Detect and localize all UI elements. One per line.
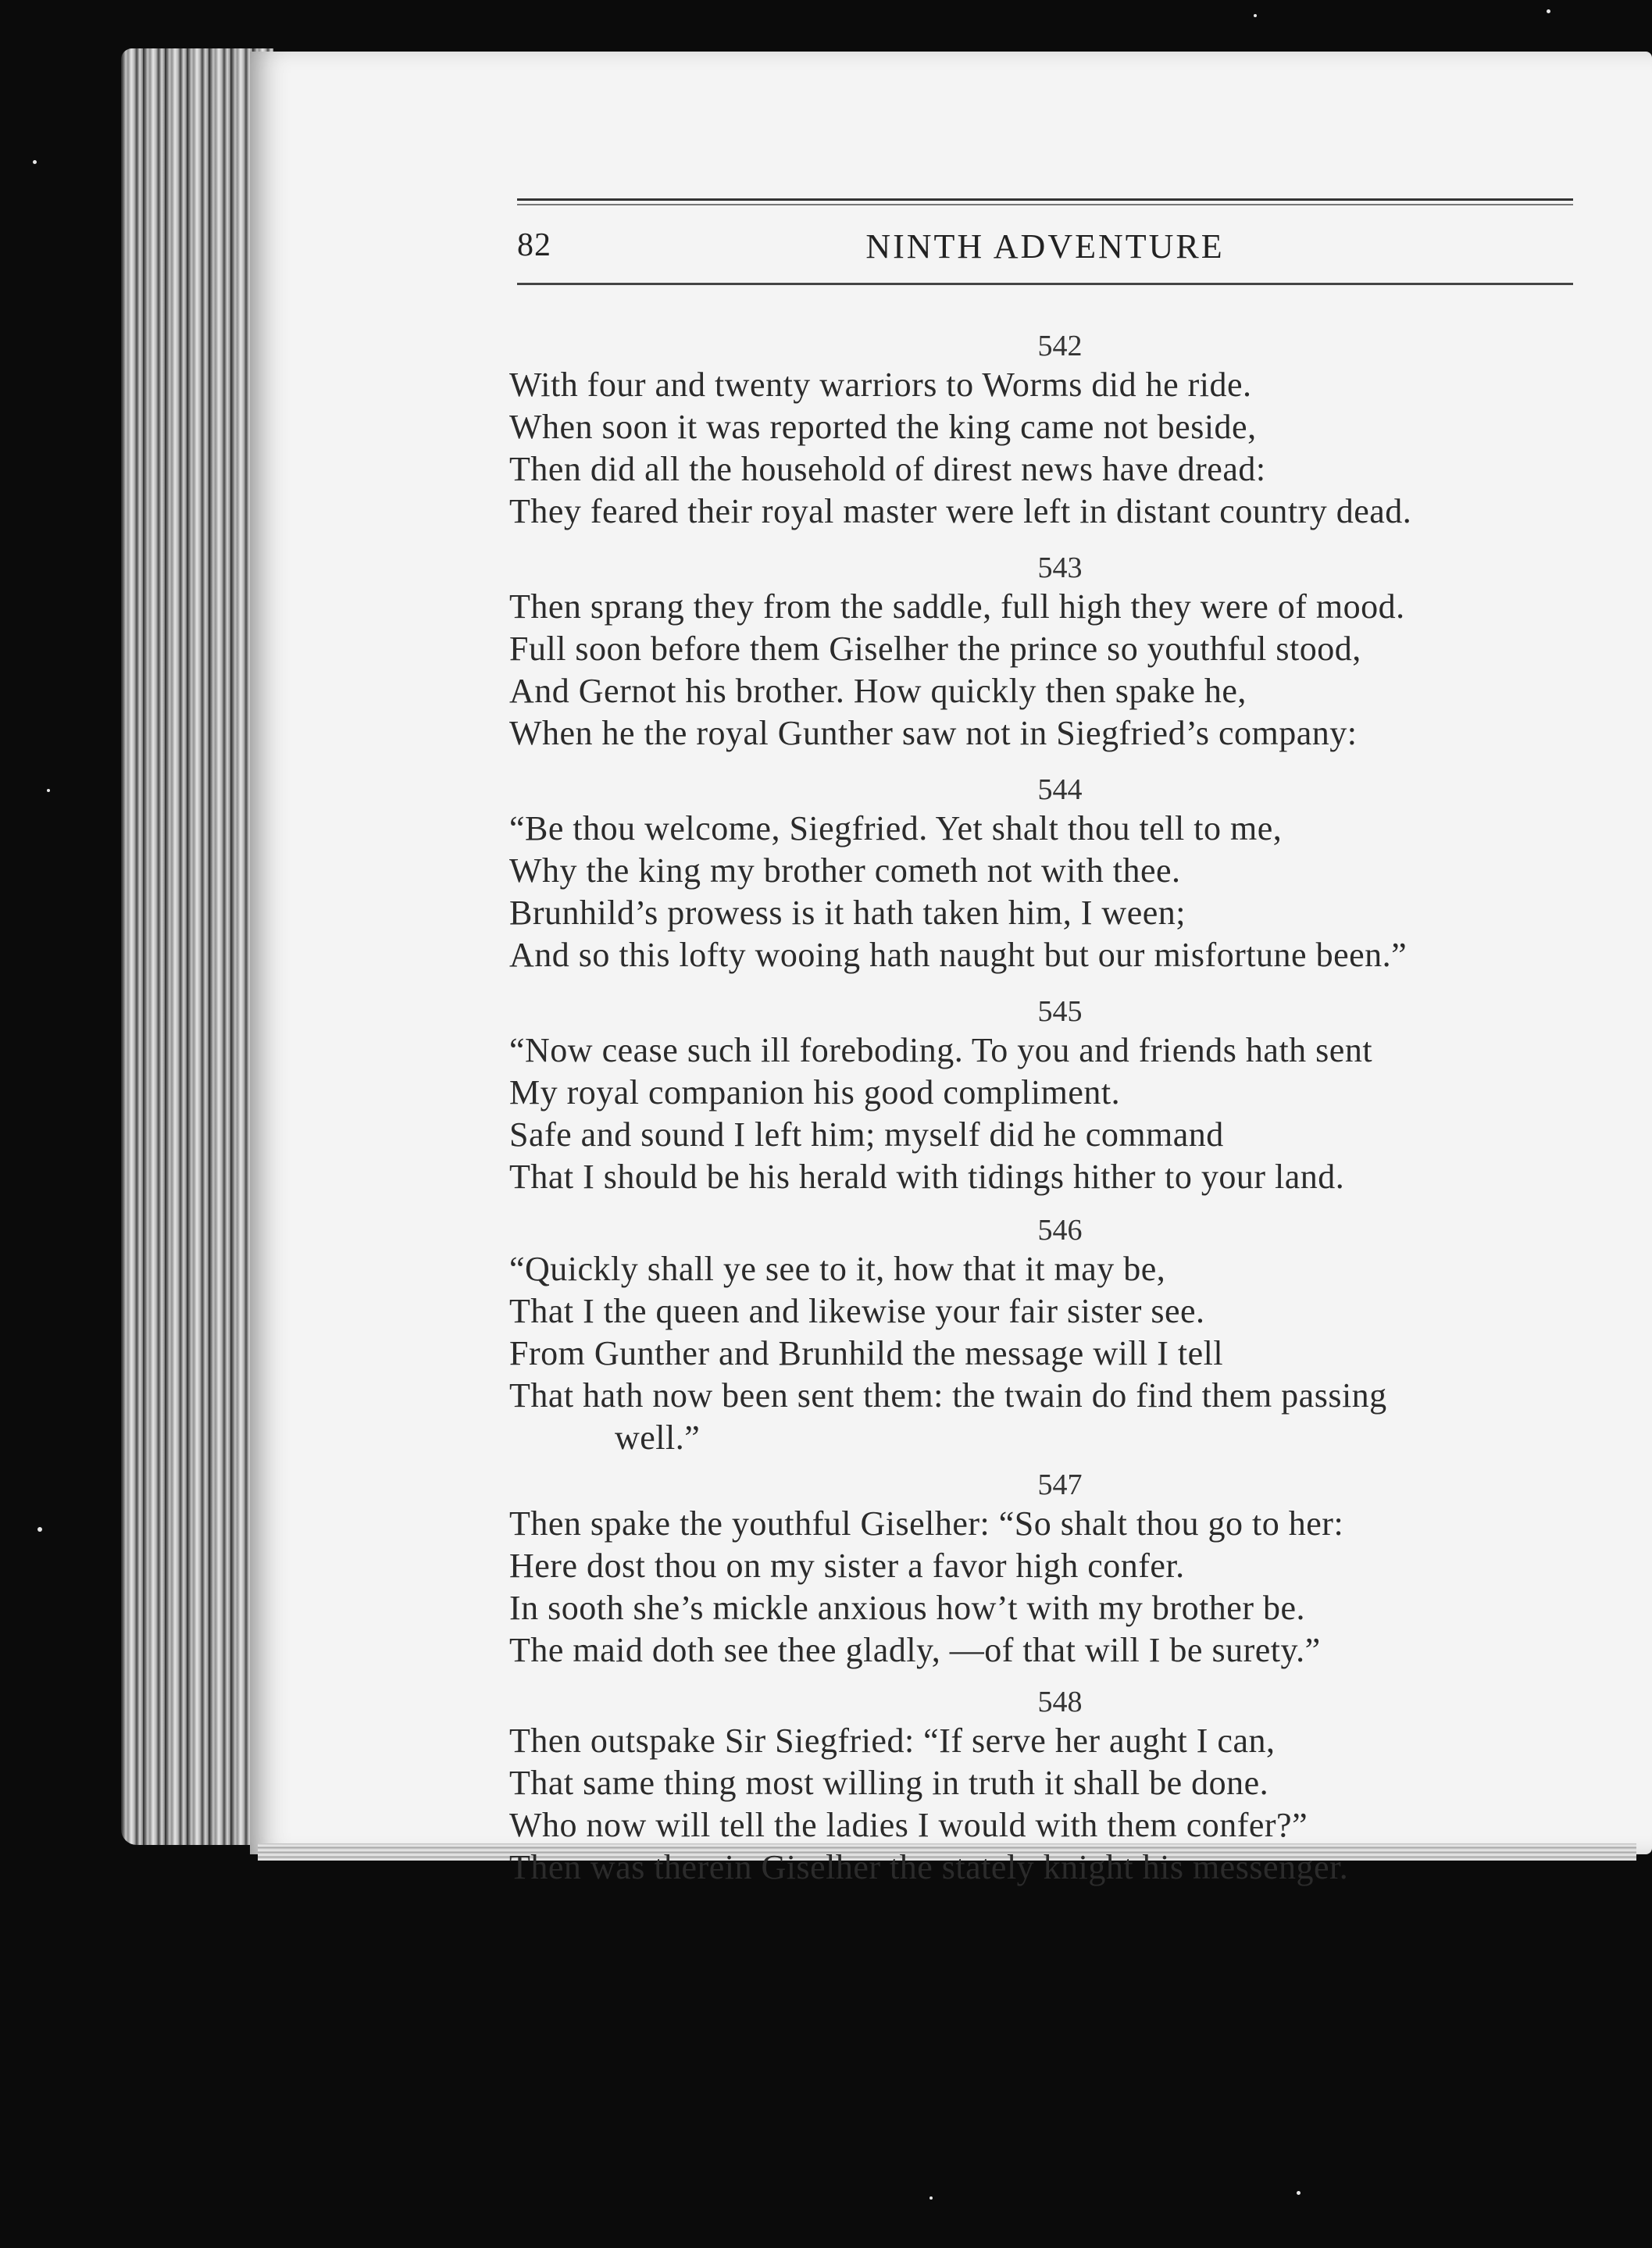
verse-line: That I the queen and likewise your fair sister see. bbox=[509, 1292, 1205, 1330]
stanza-number: 542 bbox=[1037, 330, 1083, 362]
verse-line: Brunhild’s prowess is it hath taken him, I ween; bbox=[509, 894, 1186, 932]
verse-line: In sooth she’s mickle anxious how’t with my brother be. bbox=[509, 1589, 1306, 1627]
verse-line: And so this lofty wooing hath naught but our misfortune been.” bbox=[509, 936, 1408, 974]
page-number: 82 bbox=[517, 227, 551, 263]
verse-line: When he the royal Gunther saw not in Siegfried’s company: bbox=[509, 714, 1358, 752]
header-double-rule bbox=[517, 198, 1573, 205]
verse-line: Who now will tell the ladies I would with them confer?” bbox=[509, 1806, 1308, 1844]
verse-line: “Now cease such ill foreboding. To you and friends hath sent bbox=[509, 1031, 1373, 1069]
verse-line: Why the king my brother cometh not with thee. bbox=[509, 851, 1181, 890]
scan-speck bbox=[1254, 14, 1257, 17]
stanza-number: 544 bbox=[1037, 773, 1083, 806]
verse-line: Then spake the youthful Giselher: “So shalt thou go to her: bbox=[509, 1504, 1344, 1543]
scan-speck bbox=[1547, 9, 1550, 13]
verse-line: Here dost thou on my sister a favor high confer. bbox=[509, 1547, 1185, 1585]
verse-line: They feared their royal master were left in distant country dead. bbox=[509, 492, 1412, 530]
scan-speck bbox=[47, 789, 50, 792]
stanza-number: 545 bbox=[1037, 995, 1083, 1028]
verse-line: Safe and sound I left him; myself did he command bbox=[509, 1115, 1224, 1154]
verse-line: Then sprang they from the saddle, full high they were of mood. bbox=[509, 587, 1405, 626]
running-head: NINTH ADVENTURE bbox=[865, 227, 1225, 266]
stanza-544 bbox=[509, 772, 1587, 976]
verse-line: “Be thou welcome, Siegfried. Yet shalt thou tell to me, bbox=[509, 809, 1283, 847]
stanza-number: 548 bbox=[1037, 1686, 1083, 1718]
stanza-548 bbox=[509, 1684, 1587, 1889]
page-header bbox=[517, 227, 1573, 273]
scan-speck bbox=[929, 2196, 933, 2200]
verse-line: That hath now been sent them: the twain do find them passing bbox=[509, 1376, 1387, 1415]
stanza-543 bbox=[509, 550, 1587, 755]
verse-line-continuation: well.” bbox=[615, 1418, 701, 1457]
header-underline bbox=[517, 283, 1573, 285]
verse-line: That same thing most willing in truth it shall be done. bbox=[509, 1764, 1269, 1802]
scan-speck bbox=[33, 160, 37, 164]
verse-line: Full soon before them Giselher the prince so youthful stood, bbox=[509, 630, 1361, 668]
stanza-number: 543 bbox=[1037, 551, 1083, 584]
verse-line: And Gernot his brother. How quickly then spake he, bbox=[509, 672, 1247, 710]
verse-line: Then outspake Sir Siegfried: “If serve her aught I can, bbox=[509, 1722, 1276, 1760]
stanza-number: 547 bbox=[1037, 1468, 1083, 1501]
stanza-546 bbox=[509, 1212, 1587, 1459]
stanza-542 bbox=[509, 328, 1587, 533]
verse-line: With four and twenty warriors to Worms did he ride. bbox=[509, 366, 1252, 404]
verse-line: Then was therein Giselher the stately knight his messenger. bbox=[509, 1848, 1349, 1886]
stanza-547 bbox=[509, 1467, 1587, 1672]
verse-line: From Gunther and Brunhild the message will I tell bbox=[509, 1334, 1224, 1372]
scan-speck bbox=[1297, 2191, 1301, 2195]
verse-line: My royal companion his good compliment. bbox=[509, 1073, 1121, 1112]
verse-line: The maid doth see thee gladly, —of that will I be surety.” bbox=[509, 1631, 1321, 1669]
verse-line: Then did all the household of direst news have dread: bbox=[509, 450, 1266, 488]
verse-line: “Quickly shall ye see to it, how that it may be, bbox=[509, 1250, 1166, 1288]
verse-line: That I should be his herald with tidings hither to your land. bbox=[509, 1158, 1345, 1196]
verse-line: When soon it was reported the king came not beside, bbox=[509, 408, 1257, 446]
scan-speck bbox=[37, 1527, 42, 1532]
stanza-number: 546 bbox=[1037, 1214, 1083, 1247]
stanza-545 bbox=[509, 994, 1587, 1198]
